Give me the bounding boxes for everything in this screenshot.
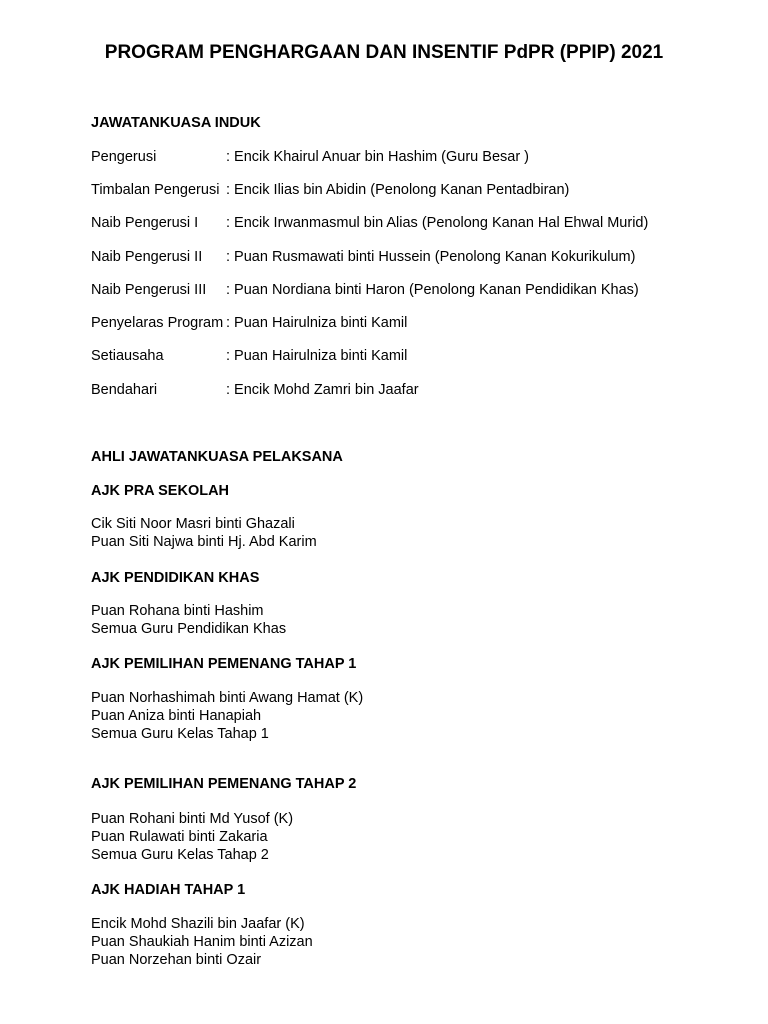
- member-list-hadiah-tahap-1: [91, 915, 313, 969]
- member-list-pemilihan-tahap-1: [91, 689, 363, 743]
- committee-row-penyelaras-program: [91, 315, 407, 332]
- member-list-pendidikan-khas: [91, 602, 286, 638]
- list-item: Semua Guru Pendidikan Khas: [91, 621, 287, 637]
- list-item: Semua Guru Kelas Tahap 2: [91, 847, 269, 863]
- section-heading-pemilihan-tahap-2: AJK PEMILIHAN PEMENANG TAHAP 2: [91, 776, 357, 792]
- list-item: Puan Shaukiah Hanim binti Azizan: [91, 934, 313, 950]
- committee-row-naib-pengerusi-2: [91, 249, 635, 266]
- section-heading-hadiah-tahap-1: AJK HADIAH TAHAP 1: [91, 882, 246, 898]
- committee-role: Naib Pengerusi III: [91, 282, 207, 298]
- section-heading-pra-sekolah: AJK PRA SEKOLAH: [91, 483, 230, 499]
- committee-role: Penyelaras Program: [91, 315, 224, 331]
- committee-member: : Puan Hairulniza binti Kamil: [226, 315, 408, 331]
- list-item: Puan Aniza binti Hanapiah: [91, 708, 262, 724]
- list-item: Puan Siti Najwa binti Hj. Abd Karim: [91, 534, 317, 550]
- committee-member: : Puan Rusmawati binti Hussein (Penolong Kanan Kokurikulum): [226, 249, 636, 265]
- page-title: PROGRAM PENGHARGAAN DAN INSENTIF PdPR (PPIP) 2021: [104, 42, 664, 63]
- committee-row-bendahari: [91, 382, 419, 399]
- list-item: Semua Guru Kelas Tahap 1: [91, 726, 269, 742]
- committee-role: Setiausaha: [91, 348, 164, 364]
- list-item: Puan Norhashimah binti Awang Hamat (K): [91, 690, 364, 706]
- committee-row-naib-pengerusi-3: [91, 282, 639, 299]
- committee-member: : Encik Irwanmasmul bin Alias (Penolong Kanan Hal Ehwal Murid): [226, 215, 649, 231]
- induk-heading: JAWATANKUASA INDUK: [91, 115, 261, 131]
- committee-row-naib-pengerusi-1: [91, 215, 648, 232]
- committee-row-setiausaha: [91, 348, 407, 365]
- committee-member: : Encik Khairul Anuar bin Hashim (Guru Besar ): [226, 149, 530, 165]
- committee-role: Naib Pengerusi II: [91, 249, 203, 265]
- committee-member: : Puan Hairulniza binti Kamil: [226, 348, 408, 364]
- list-item: Puan Rulawati binti Zakaria: [91, 829, 268, 845]
- committee-role: Timbalan Pengerusi: [91, 182, 220, 198]
- list-item: Puan Rohana binti Hashim: [91, 603, 264, 619]
- section-heading-pemilihan-tahap-1: AJK PEMILIHAN PEMENANG TAHAP 1: [91, 656, 357, 672]
- member-list-pemilihan-tahap-2: [91, 810, 293, 864]
- list-item: Puan Rohani binti Md Yusof (K): [91, 811, 294, 827]
- list-item: Encik Mohd Shazili bin Jaafar (K): [91, 916, 305, 932]
- committee-row-timbalan-pengerusi: [91, 182, 569, 199]
- committee-role: Pengerusi: [91, 149, 157, 165]
- committee-member: : Encik Mohd Zamri bin Jaafar: [226, 382, 419, 398]
- committee-row-pengerusi: [91, 149, 529, 166]
- member-list-pra-sekolah: [91, 515, 317, 551]
- section-heading-pendidikan-khas: AJK PENDIDIKAN KHAS: [91, 570, 260, 586]
- committee-member: : Encik Ilias bin Abidin (Penolong Kanan Pentadbiran): [226, 182, 570, 198]
- pelaksana-heading: AHLI JAWATANKUASA PELAKSANA: [91, 449, 343, 465]
- committee-member: : Puan Nordiana binti Haron (Penolong Kanan Pendidikan Khas): [226, 282, 639, 298]
- committee-role: Bendahari: [91, 382, 158, 398]
- list-item: Puan Norzehan binti Ozair: [91, 952, 262, 968]
- list-item: Cik Siti Noor Masri binti Ghazali: [91, 516, 295, 532]
- committee-role: Naib Pengerusi I: [91, 215, 199, 231]
